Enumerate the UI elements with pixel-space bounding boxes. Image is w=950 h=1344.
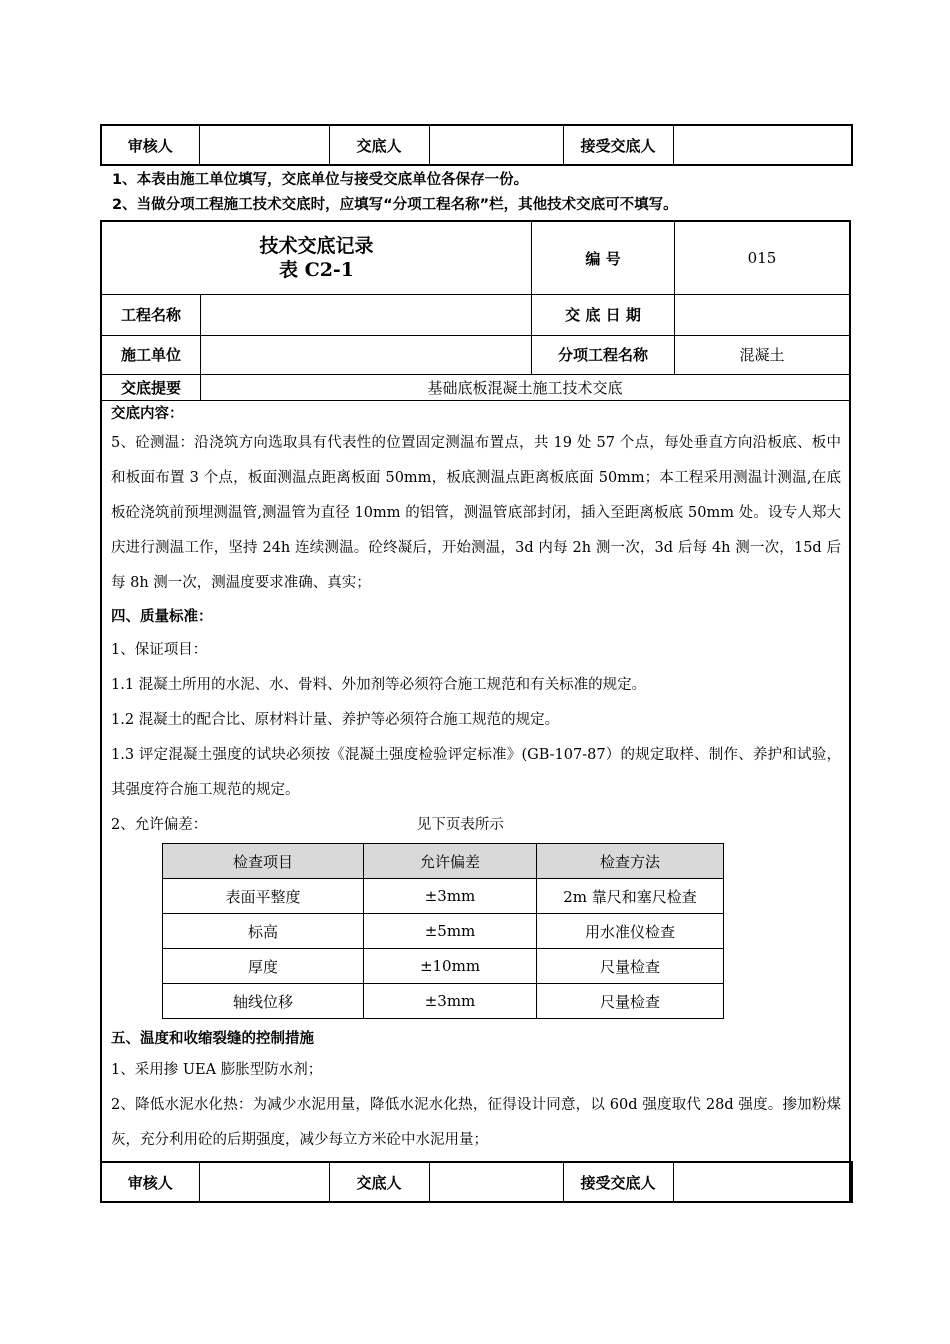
col-header-tolerance: 允许偏差 <box>364 844 537 879</box>
table-cell: 用水准仪检查 <box>537 914 724 949</box>
date-label: 交 底 日 期 <box>531 294 674 335</box>
discloser-label: 交底人 <box>329 1162 429 1202</box>
table-cell: 尺量检查 <box>537 984 724 1019</box>
table-cell: 尺量检查 <box>537 949 724 984</box>
receiver-field[interactable] <box>673 1162 852 1202</box>
summary-value[interactable]: 基础底板混凝土施工技术交底 <box>200 374 849 400</box>
paragraph-temperature-measurement: 5、砼测温：沿浇筑方向选取具有代表性的位置固定测温布置点，共 19 处 57 个点，每处垂直方向沿板底、板中和板面布置 3 个点，板面测温点距离板面 50mm，板底测温点距离板底面 50mm；本工程采用测温计测温,在底板砼浇筑前预埋测温管,测温管为直径 10mm 的铝管，测温管底部封闭，插入至距离板底 50mm 处。设专人郑大庆进行测温工作，坚持 24h 连续测温。砼终凝后，开始测温，3d 内每 2h 测一次，3d 后每 4h 测一次，15d 后每 8h 测一次，测温度要求准确、真实； <box>111 435 841 591</box>
summary-row <box>102 374 849 401</box>
table-cell: ±3mm <box>364 879 537 914</box>
record-title: 技术交底记录 <box>259 235 374 257</box>
discloser-label: 交底人 <box>329 125 429 165</box>
col-header-item: 检查项目 <box>163 844 364 879</box>
receiver-field[interactable] <box>673 125 852 165</box>
control-item-1: 1、采用掺 UEA 膨胀型防水剂； <box>111 1062 323 1078</box>
table-row <box>163 949 724 984</box>
control-item-2: 2、降低水泥水化热：为减少水泥用量，降低水泥水化热，征得设计同意，以 60d 强度取代 28d 强度。掺加粉煤灰，充分利用砼的后期强度，减少每立方米砼中水泥用量； <box>111 1097 841 1148</box>
number-value[interactable]: 015 <box>674 222 849 294</box>
reviewer-field[interactable] <box>199 125 329 165</box>
table-cell: 表面平整度 <box>163 879 364 914</box>
guarantee-items: 1、保证项目： <box>111 642 208 658</box>
tolerance-line <box>111 808 841 843</box>
disclosure-record-form <box>100 220 851 1203</box>
reviewer-label: 审核人 <box>101 125 199 165</box>
tolerance-label: 2、允许偏差： <box>111 817 208 833</box>
table-cell: 轴线位移 <box>163 984 364 1019</box>
table-cell: ±3mm <box>364 984 537 1019</box>
col-header-method: 检查方法 <box>537 844 724 879</box>
project-row <box>102 294 849 336</box>
title-row <box>102 222 849 295</box>
form-title <box>102 222 531 294</box>
note-1: 1、本表由施工单位填写，交底单位与接受交底单位各保存一份。 <box>112 172 529 188</box>
contractor-row <box>102 335 849 375</box>
project-name-field[interactable] <box>200 294 531 335</box>
table-cell: 厚度 <box>163 949 364 984</box>
control-heading: 五、温度和收缩裂缝的控制措施 <box>111 1031 314 1047</box>
date-field[interactable] <box>674 294 849 335</box>
tolerance-header-row <box>163 844 724 879</box>
reviewer-field[interactable] <box>199 1162 329 1202</box>
table-row <box>163 984 724 1019</box>
item-1-2: 1.2 混凝土的配合比、原材料计量、养护等必须符合施工规范的规定。 <box>111 712 560 728</box>
table-row <box>163 914 724 949</box>
top-signature-table <box>100 124 853 166</box>
item-1-3: 1.3 评定混凝土强度的试块必须按《混凝土强度检验评定标准》(GB-107-87）的规定取样、制作、养护和试验，其强度符合施工规范的规定。 <box>111 747 841 798</box>
receiver-label: 接受交底人 <box>563 1162 673 1202</box>
table-cell: ±10mm <box>364 949 537 984</box>
subitem-value[interactable]: 混凝土 <box>674 335 849 374</box>
tolerance-note: 见下页表所示 <box>416 817 504 833</box>
content-heading: 交底内容： <box>111 406 184 422</box>
tolerance-table <box>162 843 724 1019</box>
item-1-1: 1.1 混凝土所用的水泥、水、骨料、外加剂等必须符合施工规范和有关标准的规定。 <box>111 677 647 693</box>
table-cell: 2m 靠尺和塞尺检查 <box>537 879 724 914</box>
form-number: 表 C2-1 <box>278 259 355 281</box>
form-notes <box>112 168 678 218</box>
table-cell: ±5mm <box>364 914 537 949</box>
receiver-label: 接受交底人 <box>563 125 673 165</box>
project-name-label: 工程名称 <box>120 306 181 324</box>
note-2: 2、当做分项工程施工技术交底时，应填写“分项工程名称”栏，其他技术交底可不填写。 <box>112 197 678 213</box>
number-label: 编 号 <box>531 222 674 294</box>
discloser-field[interactable] <box>429 1162 563 1202</box>
reviewer-label: 审核人 <box>101 1162 199 1202</box>
quality-heading: 四、质量标准： <box>111 609 213 625</box>
table-cell: 标高 <box>163 914 364 949</box>
summary-label: 交底提要 <box>120 378 181 397</box>
table-row <box>163 879 724 914</box>
contractor-field[interactable] <box>200 335 531 374</box>
discloser-field[interactable] <box>429 125 563 165</box>
subitem-label: 分项工程名称 <box>531 335 674 374</box>
contractor-label: 施工单位 <box>120 346 181 364</box>
disclosure-content <box>111 402 841 1158</box>
bottom-signature-table <box>100 1161 853 1203</box>
